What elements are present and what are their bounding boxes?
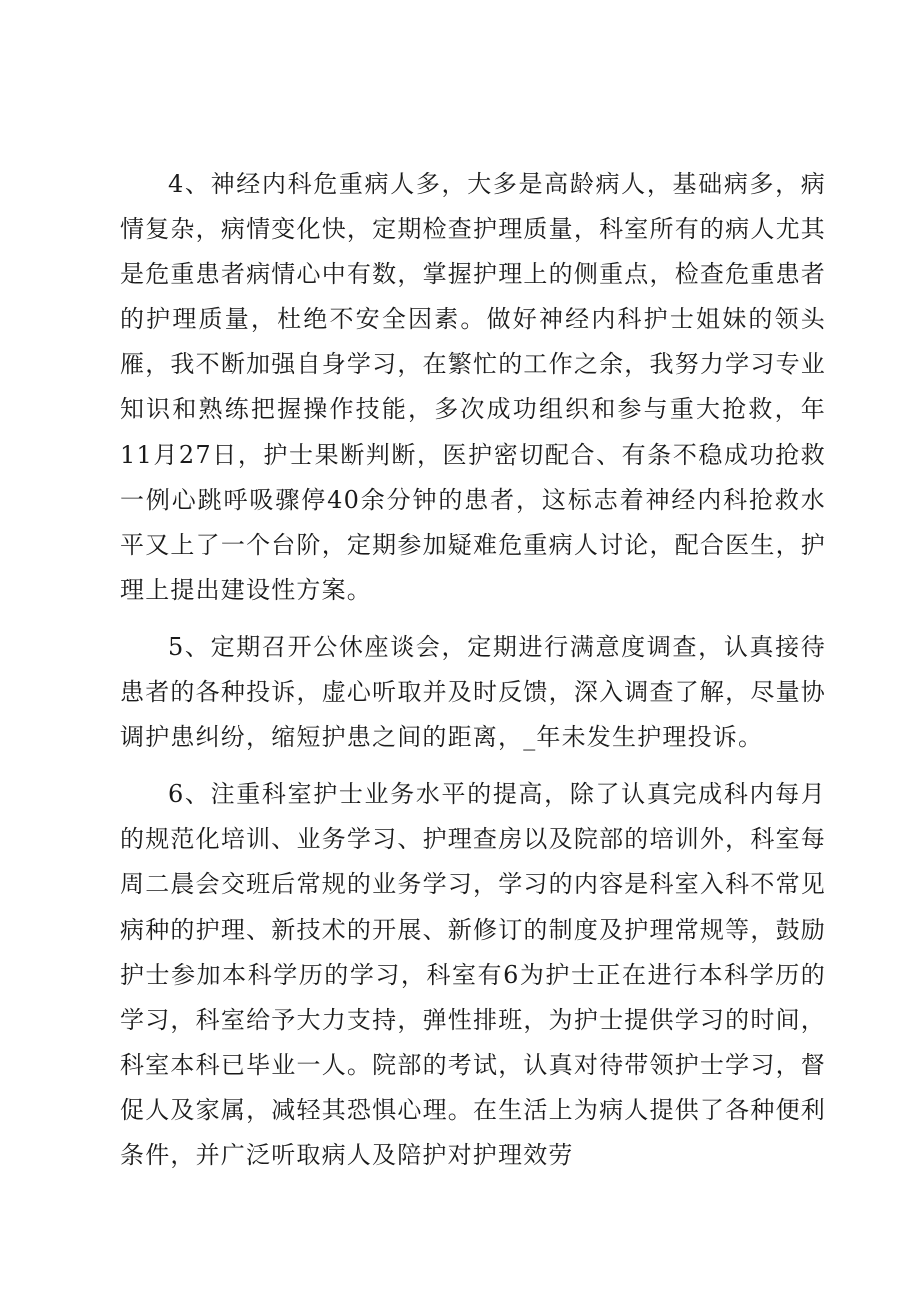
document-body [120, 162, 826, 1190]
paragraph-6: 6、注重科室护士业务水平的提高，除了认真完成科内每月的规范化培训、业务学习、护理查房以及院部的培训外，科室每周二晨会交班后常规的业务学习，学习的内容是科室入科不常见病种的护理、新技术的开展、新修订的制度及护理常规等，鼓励护士参加本科学历的学习，科室有6为护士正在进行本科学历的学习，科室给予大力支持，弹性排班，为护士提供学习的时间，科室本科已毕业一人。院部的考试，认真对待带领护士学习，督促人及家属，减轻其恐惧心理。在生活上为病人提供了各种便利条件，并广泛听取病人及陪护对护理效劳 [120, 780, 826, 1169]
paragraph-5: 5、定期召开公休座谈会，定期进行满意度调查，认真接待患者的各种投诉，虚心听取并及时反馈，深入调查了解，尽量协调护患纠纷，缩短护患之间的距离，_年未发生护理投诉。 [120, 632, 826, 752]
paragraph-4: 4、神经内科危重病人多，大多是高龄病人，基础病多，病情复杂，病情变化快，定期检查护理质量，科室所有的病人尤其是危重患者病情心中有数，掌握护理上的侧重点，检查危重患者的护理质量，杜绝不安全因素。做好神经内科护士姐妹的领头雁，我不断加强自身学习，在繁忙的工作之余，我努力学习专业知识和熟练把握操作技能，多次成功组织和参与重大抢救，年11月27日，护士果断判断，医护密切配合、有条不稳成功抢救一例心跳呼吸骤停40余分钟的患者，这标志着神经内科抢救水平又上了一个台阶，定期参加疑难危重病人讨论，配合医生，护理上提出建设性方案。 [120, 170, 826, 604]
